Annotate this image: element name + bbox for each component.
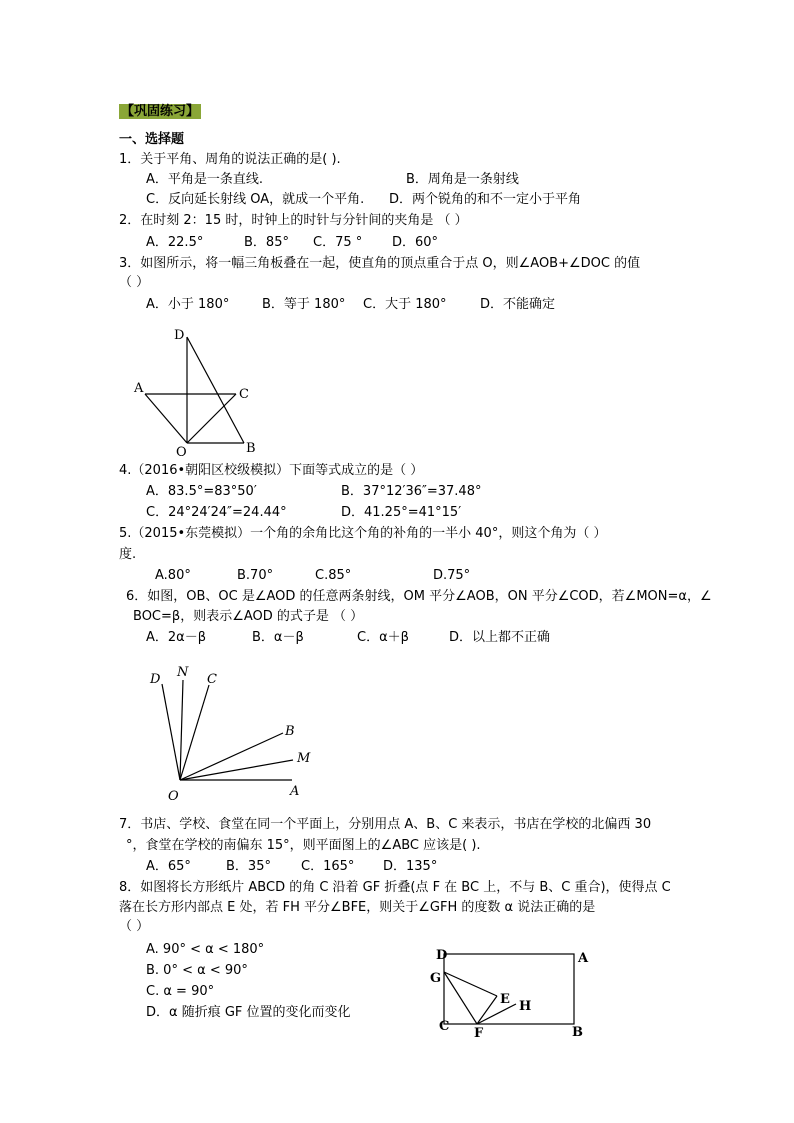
q2-option-c: C．75 ° — [313, 235, 363, 250]
line-FE — [477, 996, 497, 1024]
q3-stem: 3．如图所示，将一幅三角板叠在一起，使直角的顶点重合于点 O，则∠AOB+∠DOC 的值 — [119, 256, 641, 271]
fig3-label-a: A — [134, 381, 144, 396]
q6-stem: 6．如图，OB、OC 是∠AOD 的任意两条射线，OM 平分∠AOB，ON 平分∠COD，若∠MON=α，∠ — [126, 589, 712, 604]
q7-option-c: C．165° — [301, 859, 355, 874]
section-heading: 【巩固练习】 — [121, 104, 200, 119]
fig8-label-f: F — [474, 1026, 484, 1041]
fig6-label-d: D — [150, 672, 161, 687]
q8-stem-2: 落在长方形内部点 E 处，若 FH 平分∠BFE，则关于∠GFH 的度数 α 说法正确的是 — [119, 900, 596, 915]
fig3-label-d: D — [174, 328, 185, 343]
fig8-label-a: A — [578, 951, 589, 966]
q2-option-d: D．60° — [392, 235, 439, 250]
fig3-label-o: O — [176, 445, 187, 460]
fig6-label-c: C — [207, 672, 217, 687]
fig8-label-d: D — [436, 948, 448, 963]
q3-option-c: C．大于 180° — [363, 297, 447, 312]
q4-option-b: B．37°12′36″=37.48° — [341, 484, 482, 499]
q1-option-a: A．平角是一条直线. — [146, 172, 264, 187]
q1-option-d: D．两个锐角的和不一定小于平角 — [389, 192, 582, 207]
q6-stem-2: BOC=β，则表示∠AOD 的式子是 （ ） — [133, 609, 364, 624]
fig8-label-b: B — [572, 1025, 583, 1040]
q5-option-c: C.85° — [315, 568, 352, 583]
q6-option-b: B．α－β — [252, 630, 304, 645]
q7-option-d: D．135° — [383, 859, 438, 874]
q4-option-c: C．24°24′24″=24.44° — [146, 505, 287, 520]
fig8-label-c: C — [439, 1019, 450, 1034]
q2-stem: 2．在时刻 2：15 时，时钟上的时针与分针间的夹角是 （ ） — [119, 213, 468, 228]
fig6-label-a: A — [290, 784, 300, 799]
q6-option-c: C．α＋β — [357, 630, 409, 645]
q5-option-a: A.80° — [155, 568, 191, 583]
q8-paren: （ ） — [119, 919, 150, 934]
q5-stem-2: 度. — [119, 547, 137, 562]
q8-stem: 8．如图将长方形纸片 ABCD 的角 C 沿着 GF 折叠(点 F 在 BC 上，不与 B、C 重合)，使得点 C — [119, 880, 671, 895]
q8-option-b: B. 0° < α < 90° — [146, 963, 248, 978]
q8-option-a: A. 90° < α < 180° — [146, 942, 265, 957]
fig8-label-e: E — [500, 992, 510, 1007]
q7-option-b: B．35° — [226, 859, 271, 874]
fig8-label-g: G — [430, 971, 442, 986]
q6-option-d: D．以上都不正确 — [449, 630, 551, 645]
fig3-label-b: B — [246, 441, 256, 456]
q7-stem: 7．书店、学校、食堂在同一个平面上，分别用点 A、B、C 来表示，书店在学校的北偏西 30 — [119, 817, 652, 832]
q1-option-c: C．反向延长射线 OA，就成一个平角. — [146, 192, 365, 207]
fig8-label-h: H — [519, 999, 532, 1014]
q3-option-b: B．等于 180° — [262, 297, 346, 312]
q3-paren: （ ） — [119, 275, 150, 290]
q3-option-d: D．不能确定 — [480, 297, 556, 312]
q8-option-c: C. α = 90° — [146, 984, 215, 999]
q1-option-b: B．周角是一条射线 — [406, 172, 519, 187]
q5-option-d: D.75° — [433, 568, 471, 583]
section-title: 一、选择题 — [119, 132, 185, 147]
fig6-label-b: B — [285, 724, 295, 739]
fig6-label-n: N — [177, 665, 189, 680]
q5-stem: 5.（2015•东莞模拟）一个角的余角比这个角的补角的一半小 40°，则这个角为（ ） — [119, 526, 607, 541]
q5-option-b: B.70° — [237, 568, 274, 583]
q4-option-a: A．83.5°=83°50′ — [146, 484, 257, 499]
q4-option-d: D．41.25°=41°15′ — [341, 505, 462, 520]
fig6-label-m: M — [297, 751, 311, 766]
rect-ABCD — [444, 954, 574, 1024]
fig6-label-o: O — [168, 789, 179, 804]
q7-option-a: A．65° — [146, 859, 191, 874]
q6-option-a: A．2α－β — [146, 630, 207, 645]
q2-option-a: A．22.5° — [146, 235, 204, 250]
q7-stem-2: °，食堂在学校的南偏东 15°，则平面图上的∠ABC 应该是( ). — [126, 838, 481, 853]
line-FH — [477, 1004, 516, 1024]
q3-option-a: A．小于 180° — [146, 297, 230, 312]
q4-stem: 4.（2016•朝阳区校级模拟）下面等式成立的是（ ） — [119, 463, 424, 478]
q1-stem: 1．关于平角、周角的说法正确的是( ). — [119, 152, 341, 167]
q2-option-b: B．85° — [244, 235, 289, 250]
q8-option-d: D．α 随折痕 GF 位置的变化而变化 — [146, 1005, 351, 1020]
fig3-label-c: C — [239, 387, 249, 402]
